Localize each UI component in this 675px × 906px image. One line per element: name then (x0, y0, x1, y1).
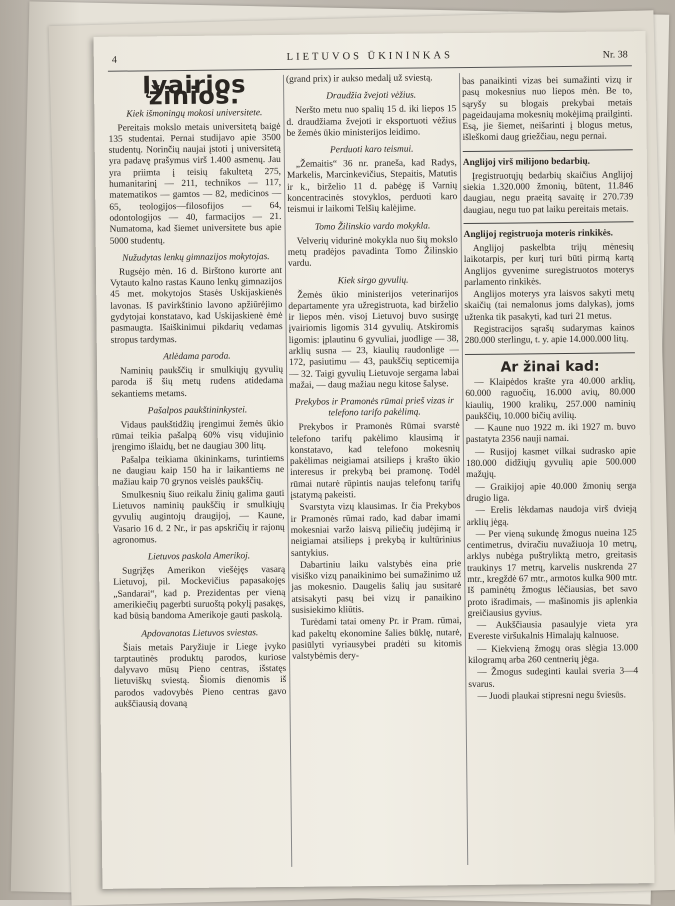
article-text: Sugrįžęs Amerikon viešėjęs vasarą Lietuvoj, pil. Mockevičius papasakojęs „Sandarai“, kad p. Prezidentas per vieną amerikiečių pagerbti suruoštą pokylį pasakęs, kad būsią bandoma Amerikoje gauti paskolą. (113, 565, 286, 623)
fact-item: — Juodi plaukai stipresni negu šviesūs. (477, 690, 626, 702)
fact-item: — Klaipėdos krašte yra 40.000 arklių, 60.000 raguočių, 16.000 avių, 80.000 kiaulių, 1900 kralikų, 257.000 naminių paukščių, 10.000 bičių avilių. (465, 376, 636, 422)
article-text: (grand prix) ir aukso medalį už sviestą. (285, 73, 433, 85)
divider (463, 149, 633, 152)
masthead: LIETUVOS ŪKININKAS (286, 50, 453, 63)
article-text: Rugsėjo mėn. 16 d. Birštono kurorte ant Vytauto kalno rastas Kauno lenkų gimnazijos 45 met. mokytojos Stasės Uskijaskienės lavonas. Iš pavirkštinio lavono apžiūrėjimo gydytojai konstatavo, kad Uskijaskienė ėmė pasmaugta. Išaiškinimui pikdarių vedamas stropus tardymas. (110, 265, 283, 346)
article-heading: Lietuvos paskola Amerikoj. (147, 551, 251, 563)
article-heading: Anglijoj virš milijono bedarbių. (462, 156, 591, 168)
article-text: Svarstyta vizų klausimas. Ir čia Prekybos ir Pramonės rūmai rado, kad dabar imami mokesniai varžo laisvą piliečių judėjimą ir neigiamai atsilieps į prekybą ir kultūrinius santykius. (290, 501, 461, 559)
article-text: Prekybos ir Pramonės Rūmai svarstė telefono tarifų pakėlimo klausimą ir konstatavo, kad telefono mokesnių pakėlimas neigiamai atsilieps į krašto ūkio interesus ir prekybą bei pramonę. Todėl rūmai nutarė rūpintis naujas telefonų tarifų įstatymą pakeisti. (289, 421, 461, 501)
article-text: „Žemaitis“ 36 nr. praneša, kad Radys, Markelis, Marcinkevičius, Stepaitis, Matutis ir k., birželio 11 d. pabėgę iš Varnių koncentracinės stovyklos, perduoti karo teismui ir laikomi Telšių kalėjime. (286, 158, 458, 216)
article-heading: Kiek išmoningų mokosi universitete. (126, 107, 263, 120)
page-number: 4 (111, 54, 117, 66)
article-text: Vidaus paukštidžių įrengimui žemės ūkio rūmai teikia pašalpą 60% visų vidujinio įrengimo išlaidų, bet ne daugiau 300 litų. (111, 418, 284, 454)
section-heading: Ar žinai kad: (500, 358, 600, 376)
fact-item: — Kaune nuo 1922 m. iki 1927 m. buvo pastatyta 2356 nauji namai. (465, 422, 636, 446)
article-text: Turėdami tatai omeny Pr. ir Pram. rūmai, kad pakeltų ekonomine šalies būklę, nutarė, pasiūlyti vyriausybei pradėti su kitomis valstybėmis dery- (291, 616, 462, 663)
page-header (108, 49, 632, 71)
divider (465, 352, 635, 355)
fact-item: — Graikijoj apie 40.000 žmonių serga drugio liga. (466, 480, 637, 504)
article-text: Neršto metu nuo spalių 15 d. iki liepos 15 d. draudžiama žvejoti ir eksportuoti vėžius be žemės ūkio ministerijos leidimo. (286, 104, 457, 139)
article-text: Pereitais mokslo metais universitetą baigė 135 studentai. Pernai studijavo apie 3500 studentų. Norinčių naujai įstoti į universitetą yra padavę prašymus virš 1.400 asmenų. Jau yra priimta į teisių fakultetą 275, humanitarinį — 211, technikos — 117, matematikos — gamtos — 82, medicinos — 65, teologijos—filosofijos — 64, odontologijos — 40, farmacijos — 21. Numatoma, kad šiemet universitete bus apie 5000 studentų. (108, 121, 282, 247)
divider (464, 221, 634, 224)
fact-item: — Erelis lėkdamas naudoja virš dvieją arklių jėgą. (466, 504, 637, 528)
article-text: Anglijos moterys yra laisvos sakyti metų skaičių (tai nemalonus joms dalykas), joms užtenka tik pasakyti, kad turi 21 metus. (464, 288, 635, 323)
article-text: Velverių vidurinė mokykla nuo šių mokslo metų pradėjos pavadinta Tomo Žilinskio vardu. (287, 234, 458, 270)
article-text: Smulkesnių šiuo reikalu žinių galima gauti Lietuvos naminių paukščių ir smulkiųjų gyvulių augintojų draugijoj, — Kaune, Vasario 16 d. 2 Nr., ir pas apskričių ir rajonų agronomus. (112, 488, 285, 546)
fact-item: — Žmogus sudeginti kaulai sveria 3—4 svarus. (468, 666, 639, 690)
fact-item: — Rusijoj kasmet vilkai sudrasko apie 180.000 didžiųjų gyvulių apie 500.000 mažųjų. (465, 445, 637, 481)
article-text: Pašalpa teikiama ūkininkams, turintiems ne daugiau kaip 150 ha ir laikantiems ne mažiau kaip 70 grynos veislės paukščių. (112, 453, 285, 489)
column-3 (462, 75, 639, 704)
article-text: Žemės ūkio ministerijos veterinarijos departamente yra užregistruota, kad birželio ir liepos mėn. visoj Lietuvoj buvo susirgę įvairiomis ligomis 314 gyvulių. Atskiromis ligomis: įplautinu 6 gyvuliai, juodlige — 38, arklių susna — 23, kiaulių raudonlige — 172, pasiutimu — 43, paukščių septicemija — 32. Taigi gyvulių Lietuvoje sergama labai mažai, — daug mažiau negu kitose šalyse. (288, 288, 460, 391)
article-text: Anglijoj paskelbta trijų mėnesių laikotarpis, per kurį turi būti pirmą kartą Anglijos gyvenime suregistruotos moterys parlamento rinkikės. (463, 242, 635, 288)
article-heading: Anglijoj registruoja moteris rinkikės. (463, 228, 613, 241)
article-heading: Pašalpos paukštininkystei. (147, 405, 248, 417)
newspaper-page (94, 31, 655, 889)
article-heading: Apdovanotas Lietuvos sviestas. (141, 627, 259, 640)
article-text: Naminių paukščių ir smulkiųjų gyvulių paroda iš šių metų rudens atidedama sekantiems metams. (111, 364, 284, 400)
article-text: Įregistruotųjų bedarbių skaičius Anglijoj siekia 1.320.000 žmonių, būtent, 11.846 daugiau, negu praeitą savaitę ir 270.739 daugiau, negu tuo pat laiku pereitais metais. (463, 170, 634, 216)
fact-item: — Per vieną sukundę žmogus nueina 125 centimetrus, dviračiu nuvažiuoja 10 metrų, arklys nubėga puštryliktą metro, greitasis traukinys 17 metrų, karvelis nuskrenda 27 mtr., kregždė 67 mtr., armotos kulka 900 mtr. Iš paminėtų žmogus lėčiausias, bet savo proto išradimais, — mašinomis jis aplenkia greičiausius gyvius. (466, 528, 638, 619)
section-title: Įvairios žinios. (141, 70, 247, 111)
article-heading: Draudžia žvejoti vėžius. (326, 90, 417, 102)
article-text: Šiais metais Paryžiuje ir Liege įvyko tarptautinės produktų parodos, kuriose dalyvavo mūsų Pieno centras, išstatęs lietuviškų sviestą. Šiomis dienomis iš parodos vadovybės Pieno centras gavo aukščiausią dovaną (114, 641, 287, 710)
article-heading: Kiek sirgo gyvulių. (337, 275, 409, 286)
column-1 (108, 70, 287, 712)
article-text: Registracijos sąrašų sudarymas kainos 280.000 sterlingu, t. y. apie 14.000.000 litų. (464, 323, 635, 347)
article-heading: Atlėdama paroda. (163, 351, 231, 363)
article-text: Dabartiniu laiku valstybės eina prie visiško vizų panaikinimo bei sumažinimo už jas mokesnio. Daugelis šalių jau susitarė atsisakyti pasų bei vizų ir panaikino susisiekimo kliūtis. (291, 558, 462, 616)
fact-item: — Aukščiausia pasaulyje vieta yra Evereste viršukalnis Himalajų kalnuose. (467, 619, 638, 643)
article-heading: Perduoti karo teismui. (329, 144, 414, 156)
article-heading: Tomo Žilinskio vardo mokykla. (314, 221, 431, 233)
article-heading: Prekybos ir Pramonės rūmai prieš vizas ir telefono tarifo pakėlimą. (294, 396, 454, 419)
column-2 (286, 73, 462, 664)
issue-number: Nr. 38 (602, 49, 628, 61)
page-shadow (0, 0, 80, 900)
article-text: bas panaikinti vizas bei sumažinti vizų ir pasų mokesnius nuo liepos mėn. Be to, sąryšy su blogais prekybai metais pageidaujama mokesnių mokėjimą prailginti. Esą, jie šiemet, neišarinti į blogus metus, išleškomi daug griežčiau, negu pernai. (461, 75, 633, 144)
article-heading: Nužudytas lenkų gimnazijos mokytojas. (122, 251, 270, 264)
fact-item: — Kiekvieną žmogų oras slėgia 13.000 kilogramų arba 260 centnerių jėga. (468, 643, 639, 667)
